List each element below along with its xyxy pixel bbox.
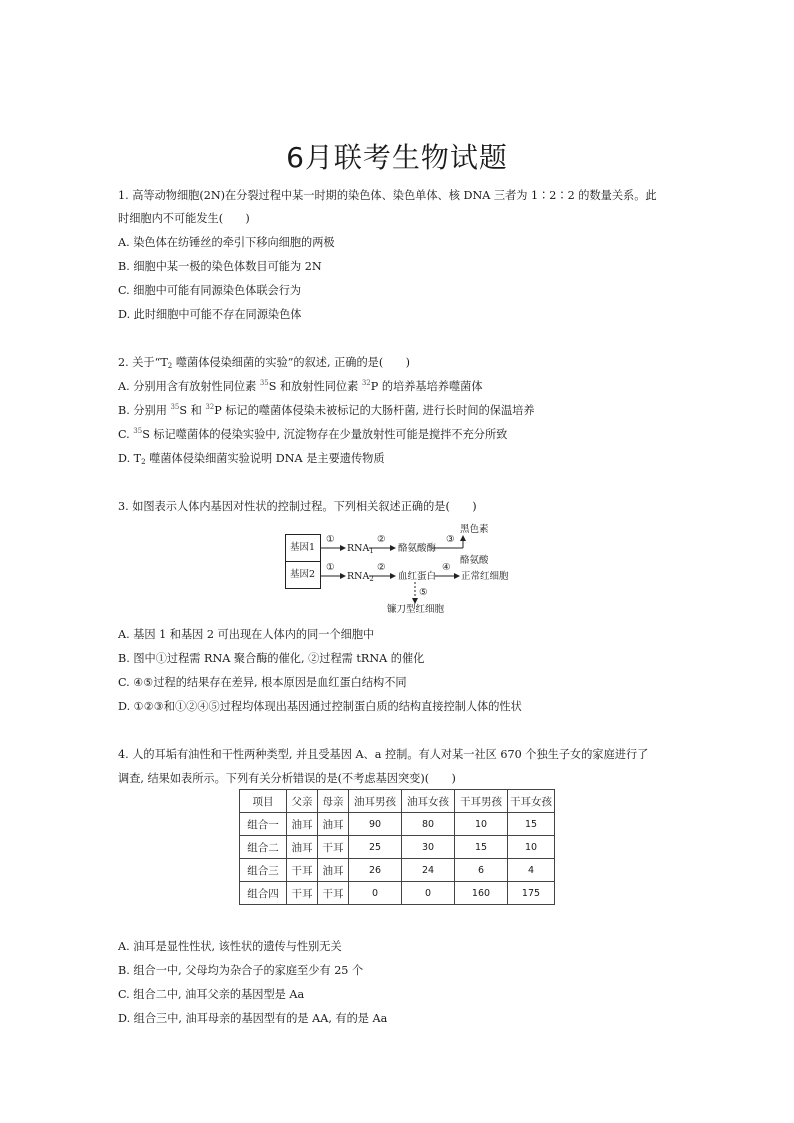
table-cell: 组合四	[240, 882, 287, 905]
q1-option-d: D. 此时细胞中可能不存在同源染色体	[118, 308, 302, 321]
table-row	[240, 882, 555, 905]
table-cell: 干耳	[318, 882, 349, 905]
rna2-label: $RNA_2$	[347, 571, 374, 583]
q1-option-b: B. 细胞中某一极的染色体数目可能为 2N	[118, 260, 322, 273]
tyrosine-label: 酪氨酸	[460, 555, 489, 566]
q4-stem-line1: 4. 人的耳垢有油性和干性两种类型, 并且受基因 A、a 控制。有人对某一社区 670 个独生子女的家庭进行了	[118, 748, 649, 761]
table-cell: 24	[402, 859, 455, 882]
table-cell: 油耳	[318, 859, 349, 882]
q4-stem-line2: 调查, 结果如表所示。下列有关分析错误的是(不考虑基因突变)( )	[118, 772, 456, 785]
step2-label-row1: ②	[377, 534, 386, 545]
table-cell: 10	[508, 836, 555, 859]
q4-option-b: B. 组合一中, 父母均为杂合子的家庭至少有 25 个	[118, 964, 364, 977]
table-cell: 175	[508, 882, 555, 905]
gene-control-diagram	[285, 523, 525, 618]
table-row	[240, 859, 555, 882]
step1-label-row1: ①	[326, 534, 335, 545]
q3-option-b: B. 图中①过程需 RNA 聚合酶的催化, ②过程需 tRNA 的催化	[118, 652, 425, 665]
table-cell: 组合三	[240, 859, 287, 882]
q3-option-d: D. ①②③和①②④⑤过程均体现出基因通过控制蛋白质的结构直接控制人体的性状	[118, 700, 522, 713]
step5-label: ⑤	[419, 587, 428, 598]
q1-option-c: C. 细胞中可能有同源染色体联会行为	[118, 284, 302, 297]
step4-label: ④	[442, 562, 451, 573]
table-cell: 组合二	[240, 836, 287, 859]
table-cell: 油耳	[318, 813, 349, 836]
table-cell: 25	[349, 836, 402, 859]
table-cell: 0	[349, 882, 402, 905]
header-cell: 油耳女孩	[402, 790, 455, 813]
table-cell: 4	[508, 859, 555, 882]
table-cell: 80	[402, 813, 455, 836]
table-cell: 90	[349, 813, 402, 836]
tyrosinase-label: 酪氨酸酶	[398, 543, 437, 554]
melanin-label: 黑色素	[460, 524, 489, 535]
table-cell: 油耳	[287, 836, 318, 859]
survey-table	[239, 789, 555, 905]
q4-option-c: C. 组合二中, 油耳父亲的基因型是 Aa	[118, 988, 305, 1001]
table-cell: 0	[402, 882, 455, 905]
table-cell: 26	[349, 859, 402, 882]
table-cell: 10	[455, 813, 508, 836]
q4-option-a: A. 油耳是显性性状, 该性状的遗传与性别无关	[118, 940, 342, 953]
step1-label-row2: ①	[326, 562, 335, 573]
header-cell: 干耳女孩	[508, 790, 555, 813]
table-cell: 6	[455, 859, 508, 882]
step3-label: ③	[446, 534, 455, 545]
sickle-rbc-label: 镰刀型红细胞	[387, 604, 445, 615]
table-cell: 组合一	[240, 813, 287, 836]
table-cell: 15	[455, 836, 508, 859]
header-cell: 项目	[240, 790, 287, 813]
normal-rbc-label: 正常红细胞	[461, 571, 509, 582]
header-cell: 干耳男孩	[455, 790, 508, 813]
header-cell: 父亲	[287, 790, 318, 813]
step2-label-row2: ②	[377, 562, 386, 573]
q2-option-b: B. 分别用 $^{35}$S 和 $^{32}$P 标记的噬菌体侵染未被标记的大肠杆菌, 进行长时间的保温培养	[118, 403, 535, 417]
q4-option-d: D. 组合三中, 油耳母亲的基因型有的是 AA, 有的是 Aa	[118, 1012, 388, 1025]
q3-stem: 3. 如图表示人体内基因对性状的控制过程。下列相关叙述正确的是( )	[118, 500, 477, 513]
q2-stem: 2. 关于“$T_2$ 噬菌体侵染细菌的实验”的叙述, 正确的是( )	[118, 356, 410, 370]
gene1-box: 基因1	[290, 542, 316, 553]
table-row	[240, 836, 555, 859]
page-title: 6月联考生物试题	[286, 141, 508, 174]
table-cell: 干耳	[318, 836, 349, 859]
hemoglobin-label: 血红蛋白	[398, 571, 437, 582]
table-cell: 油耳	[287, 813, 318, 836]
header-cell: 母亲	[318, 790, 349, 813]
q2-option-a: A. 分别用含有放射性同位素 $^{35}$S 和放射性同位素 $^{32}$P 的培养基培养噬菌体	[118, 379, 483, 393]
q2-option-d: D. $T_2$ 噬菌体侵染细菌实验说明 DNA 是主要遗传物质	[118, 452, 385, 466]
table-cell: 15	[508, 813, 555, 836]
q3-option-c: C. ④⑤过程的结果存在差异, 根本原因是血红蛋白结构不同	[118, 676, 407, 689]
table-header-row	[240, 790, 555, 813]
q1-stem-line2: 时细胞内不可能发生( )	[118, 212, 250, 225]
q2-option-c: C. $^{35}$S 标记噬菌体的侵染实验中, 沉淀物存在少量放射性可能是搅拌不充分所致	[118, 427, 508, 441]
q3-option-a: A. 基因 1 和基因 2 可出现在人体内的同一个细胞中	[118, 628, 375, 641]
rna1-label: $RNA_1$	[347, 543, 374, 555]
table-cell: 30	[402, 836, 455, 859]
table-cell: 干耳	[287, 859, 318, 882]
table-cell: 干耳	[287, 882, 318, 905]
table-cell: 160	[455, 882, 508, 905]
q1-option-a: A. 染色体在纺锤丝的牵引下移向细胞的两极	[118, 236, 335, 249]
header-cell: 油耳男孩	[349, 790, 402, 813]
gene2-box: 基因2	[290, 569, 316, 580]
table-row	[240, 813, 555, 836]
q1-stem-line1: 1. 高等动物细胞(2N)在分裂过程中某一时期的染色体、染色单体、核 DNA 三者为 1∶2∶2 的数量关系。此	[118, 189, 657, 202]
